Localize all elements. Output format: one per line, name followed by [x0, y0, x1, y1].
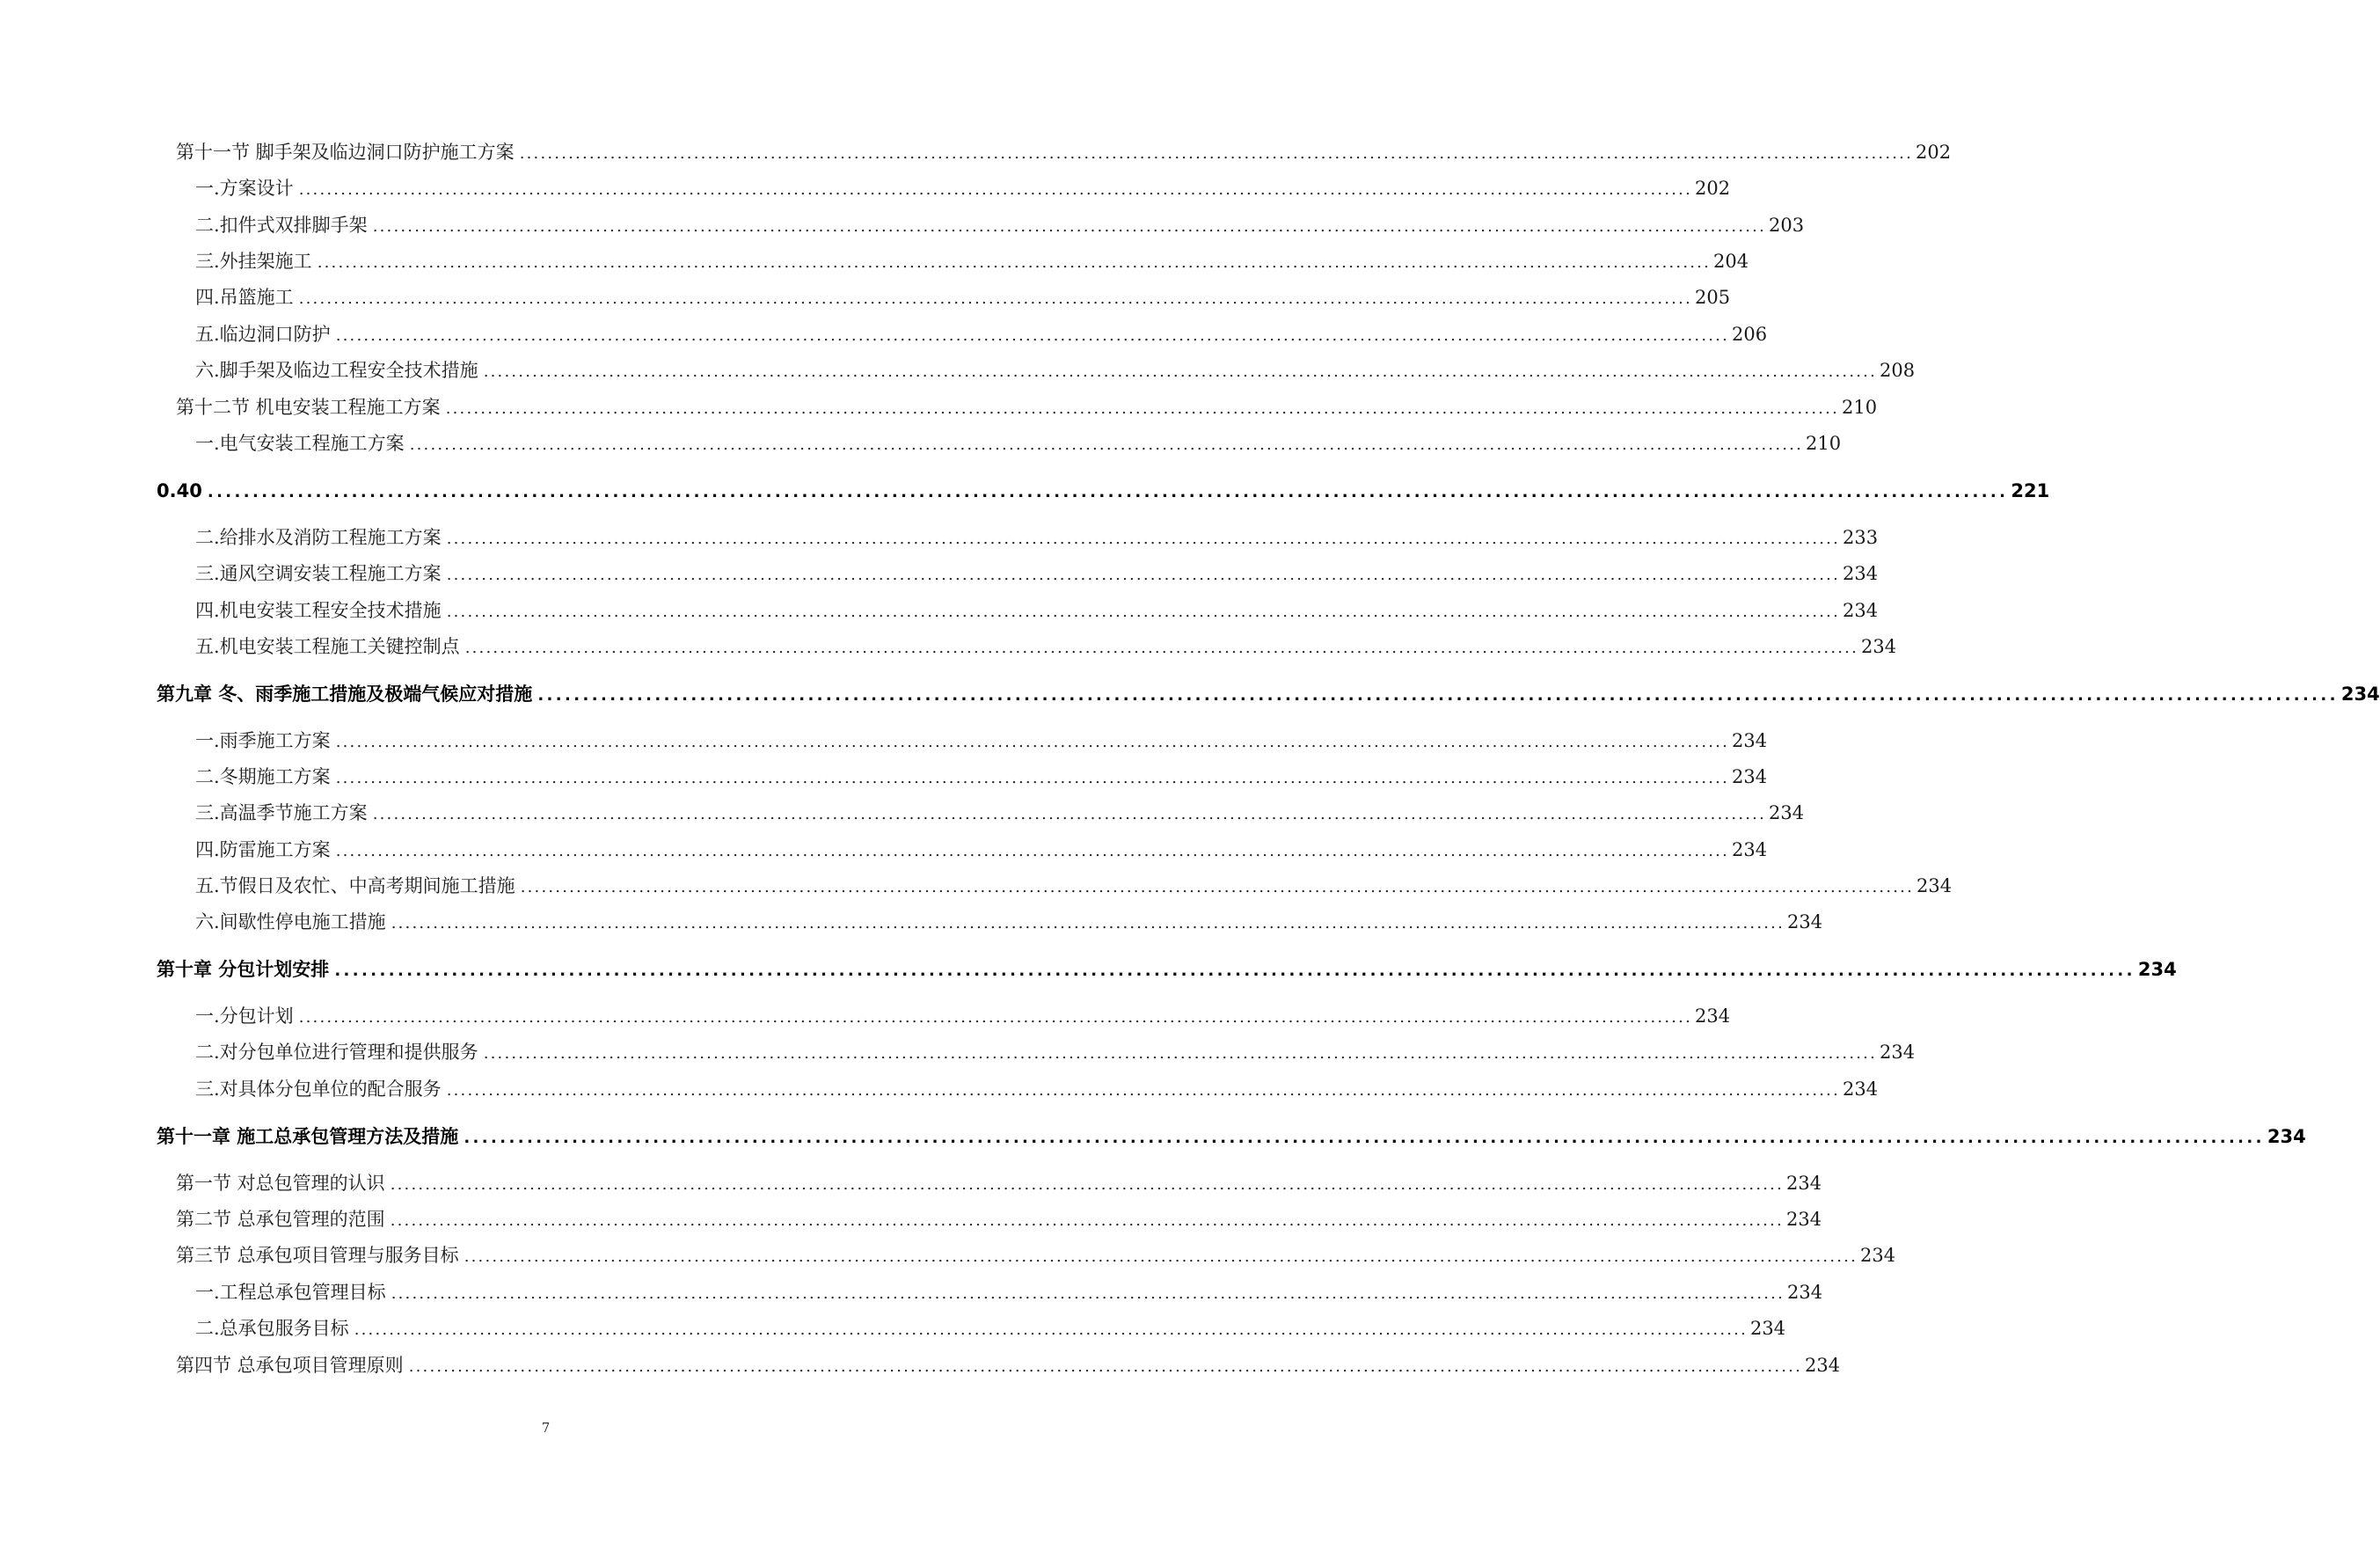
- toc-entry-page: 234: [1843, 600, 1879, 621]
- toc-entry[interactable]: [176, 1244, 1896, 1267]
- toc-entry-page: 234: [1787, 911, 1823, 932]
- toc-entry-title: 0.40: [157, 480, 202, 501]
- toc-leader-dots: ........................................................................................................................................................................................................: [317, 253, 1712, 272]
- toc-entry-page: 210: [1806, 433, 1842, 454]
- toc-entry[interactable]: [195, 214, 1805, 237]
- toc-entry-title: 第三节 总承包项目管理与服务目标: [176, 1245, 459, 1266]
- toc-leader-dots: ........................................................................................................................................................................................................: [390, 1175, 1785, 1194]
- toc-leader-dots: ........................................................................................................................................................................................................: [354, 1320, 1748, 1339]
- toc-entry-title: 第一节 对总包管理的认识: [176, 1173, 385, 1194]
- toc-entry-title: 四.吊篮施工: [195, 287, 294, 308]
- toc-entry-title: 二.总承包服务目标: [195, 1318, 349, 1339]
- toc-entry-page: 202: [1695, 178, 1731, 199]
- toc-entry-page: 203: [1769, 215, 1805, 236]
- toc-entry-title: 三.外挂架施工: [195, 251, 312, 272]
- toc-leader-dots: ........................................................................................................................................................................................................: [408, 1357, 1803, 1376]
- toc-entry[interactable]: [195, 729, 1768, 752]
- toc-entry-title: 五.机电安装工程施工关键控制点: [195, 636, 460, 657]
- toc-entry-page: 206: [1732, 324, 1768, 345]
- toc-leader-dots: ........................................................................................................................................................................................................: [519, 144, 1914, 163]
- toc-entry[interactable]: [195, 1078, 1879, 1101]
- toc-entry-page: 234: [1787, 1282, 1823, 1303]
- toc-entry-page: 234: [1916, 875, 1953, 896]
- toc-entry[interactable]: [157, 1125, 2306, 1148]
- toc-entry-title: 第四节 总承包项目管理原则: [176, 1355, 404, 1376]
- toc-entry[interactable]: [176, 141, 1952, 164]
- toc-leader-dots: ........................................................................................................................................................................................................: [483, 362, 1878, 381]
- toc-entry[interactable]: [157, 479, 2050, 502]
- toc-entry[interactable]: [195, 432, 1842, 455]
- toc-entry-page: 208: [1880, 360, 1916, 381]
- toc-entry-page: 221: [2011, 480, 2050, 501]
- toc-entry-title: 二.对分包单位进行管理和提供服务: [195, 1042, 478, 1063]
- toc-leader-dots: ........................................................................................................................................................................................................: [464, 1247, 1858, 1266]
- toc-entry[interactable]: [157, 683, 2380, 706]
- toc-leader-dots: ........................................................................................................................................................................................................: [390, 1211, 1785, 1230]
- toc-entry-title: 二.给排水及消防工程施工方案: [195, 527, 442, 548]
- toc-entry[interactable]: [195, 1005, 1731, 1027]
- toc-entry[interactable]: [195, 801, 1805, 824]
- toc-entry[interactable]: [195, 526, 1879, 549]
- toc-entry-title: 三.通风空调安装工程施工方案: [195, 563, 442, 584]
- toc-leader-dots: ........................................................................................................................................................................................................: [298, 289, 1693, 308]
- toc-entry-title: 五.节假日及农忙、中高考期间施工措施: [195, 875, 515, 896]
- toc-entry[interactable]: [195, 177, 1731, 200]
- toc-entry-page: 234: [1750, 1318, 1786, 1339]
- toc-entry[interactable]: [195, 1041, 1916, 1064]
- toc-leader-dots: ........................................................................................................................................................................................................: [446, 530, 1841, 548]
- toc-entry[interactable]: [195, 359, 1916, 382]
- toc-leader-dots: ........................................................................................................................................................................................................: [335, 326, 1730, 345]
- toc-entry-page: 234: [1732, 839, 1768, 860]
- toc-entry-page: 234: [2137, 959, 2177, 980]
- toc-leader-dots: ........................................................................................................................................................................................................: [464, 639, 1859, 657]
- toc-entry-title: 第十一节 脚手架及临边洞口防护施工方案: [176, 142, 515, 163]
- toc-entry-page: 210: [1842, 397, 1878, 418]
- toc-entry[interactable]: [195, 250, 1749, 273]
- toc-entry-page: 234: [1861, 636, 1897, 657]
- toc-leader-dots: ........................................................................................................................................................................................................: [537, 686, 2339, 705]
- toc-leader-dots: ........................................................................................................................................................................................................: [464, 1129, 2265, 1147]
- toc-leader-dots: ........................................................................................................................................................................................................: [335, 842, 1730, 860]
- toc-entry[interactable]: [176, 396, 1878, 419]
- toc-leader-dots: ........................................................................................................................................................................................................: [445, 399, 1840, 418]
- toc-entry-title: 第九章 冬、雨季施工措施及极端气候应对措施: [157, 684, 533, 705]
- toc-entry-title: 一.电气安装工程施工方案: [195, 433, 405, 454]
- toc-leader-dots: ........................................................................................................................................................................................................: [409, 435, 1804, 454]
- toc-entry[interactable]: [195, 765, 1768, 788]
- toc-leader-dots: ........................................................................................................................................................................................................: [391, 914, 1785, 932]
- toc-entry-page: 205: [1695, 287, 1731, 308]
- toc-entry-page: 234: [1860, 1245, 1896, 1266]
- toc-leader-dots: ........................................................................................................................................................................................................: [372, 217, 1767, 236]
- toc-entry[interactable]: [195, 874, 1953, 897]
- toc-leader-dots: ........................................................................................................................................................................................................: [207, 483, 2009, 501]
- toc-entry-page: 202: [1916, 142, 1952, 163]
- toc-entry-title: 六.脚手架及临边工程安全技术措施: [195, 360, 478, 381]
- toc-entry-page: 234: [1843, 1079, 1879, 1100]
- toc-entry[interactable]: [157, 958, 2177, 981]
- toc-leader-dots: ........................................................................................................................................................................................................: [335, 733, 1730, 751]
- toc-entry[interactable]: [195, 599, 1879, 622]
- toc-entry-title: 三.高温季节施工方案: [195, 802, 368, 823]
- toc-entry-title: 一.雨季施工方案: [195, 730, 331, 751]
- toc-entry-page: 234: [1843, 563, 1879, 584]
- toc-leader-dots: ........................................................................................................................................................................................................: [334, 962, 2135, 980]
- toc-leader-dots: ........................................................................................................................................................................................................: [446, 603, 1841, 621]
- toc-leader-dots: ........................................................................................................................................................................................................: [520, 878, 1915, 896]
- toc-entry-page: 234: [1805, 1355, 1841, 1376]
- toc-entry[interactable]: [195, 635, 1897, 658]
- toc-entry-title: 二.扣件式双排脚手架: [195, 215, 368, 236]
- toc-entry[interactable]: [195, 1317, 1786, 1340]
- toc-entry-page: 234: [1695, 1006, 1731, 1027]
- toc-leader-dots: ........................................................................................................................................................................................................: [446, 1081, 1841, 1100]
- toc-entry-page: 234: [1880, 1042, 1916, 1063]
- toc-entry-title: 第十二节 机电安装工程施工方案: [176, 397, 441, 418]
- toc-entry[interactable]: [176, 1172, 1822, 1195]
- toc-entry-page: 234: [2340, 684, 2380, 705]
- toc-entry[interactable]: [195, 838, 1768, 861]
- toc-entry-title: 四.防雷施工方案: [195, 839, 331, 860]
- toc-entry-page: 234: [1732, 730, 1768, 751]
- toc-entry-page: 204: [1713, 251, 1749, 272]
- toc-entry-title: 二.冬期施工方案: [195, 766, 331, 787]
- toc-entry-title: 第十一章 施工总承包管理方法及措施: [157, 1126, 459, 1147]
- toc-entry-page: 234: [2267, 1126, 2306, 1147]
- toc-leader-dots: ........................................................................................................................................................................................................: [483, 1044, 1878, 1063]
- toc-entry-title: 五.临边洞口防护: [195, 324, 331, 345]
- toc-entry-title: 第二节 总承包管理的范围: [176, 1209, 385, 1230]
- toc-leader-dots: ........................................................................................................................................................................................................: [372, 805, 1767, 823]
- toc-entry[interactable]: [176, 1354, 1841, 1377]
- toc-leader-dots: ........................................................................................................................................................................................................: [298, 1008, 1693, 1027]
- toc-leader-dots: ........................................................................................................................................................................................................: [335, 769, 1730, 787]
- toc-entry[interactable]: [195, 286, 1731, 309]
- toc-leader-dots: ........................................................................................................................................................................................................: [446, 566, 1841, 584]
- toc-entry-page: 233: [1843, 527, 1879, 548]
- toc-entry-title: 六.间歇性停电施工措施: [195, 911, 386, 932]
- toc-entry-title: 一.方案设计: [195, 178, 294, 199]
- toc-entry-page: 234: [1786, 1173, 1822, 1194]
- toc-entry-title: 三.对具体分包单位的配合服务: [195, 1079, 442, 1100]
- toc-entry[interactable]: [195, 323, 1768, 346]
- page-number: 7: [541, 1420, 551, 1436]
- toc-entry-title: 一.工程总承包管理目标: [195, 1282, 386, 1303]
- toc-entry-title: 四.机电安装工程安全技术措施: [195, 600, 442, 621]
- toc-entry-title: 一.分包计划: [195, 1006, 294, 1027]
- toc-leader-dots: ........................................................................................................................................................................................................: [391, 1284, 1785, 1303]
- toc-entry-page: 234: [1769, 802, 1805, 823]
- toc-leader-dots: ........................................................................................................................................................................................................: [298, 180, 1693, 199]
- toc-entry[interactable]: [195, 562, 1879, 585]
- toc-entry-page: 234: [1732, 766, 1768, 787]
- toc-entry-page: 234: [1786, 1209, 1822, 1230]
- toc-entry[interactable]: [176, 1208, 1822, 1231]
- toc-entry[interactable]: [195, 910, 1823, 933]
- toc-entry-title: 第十章 分包计划安排: [157, 959, 330, 980]
- toc-entry[interactable]: [195, 1281, 1823, 1304]
